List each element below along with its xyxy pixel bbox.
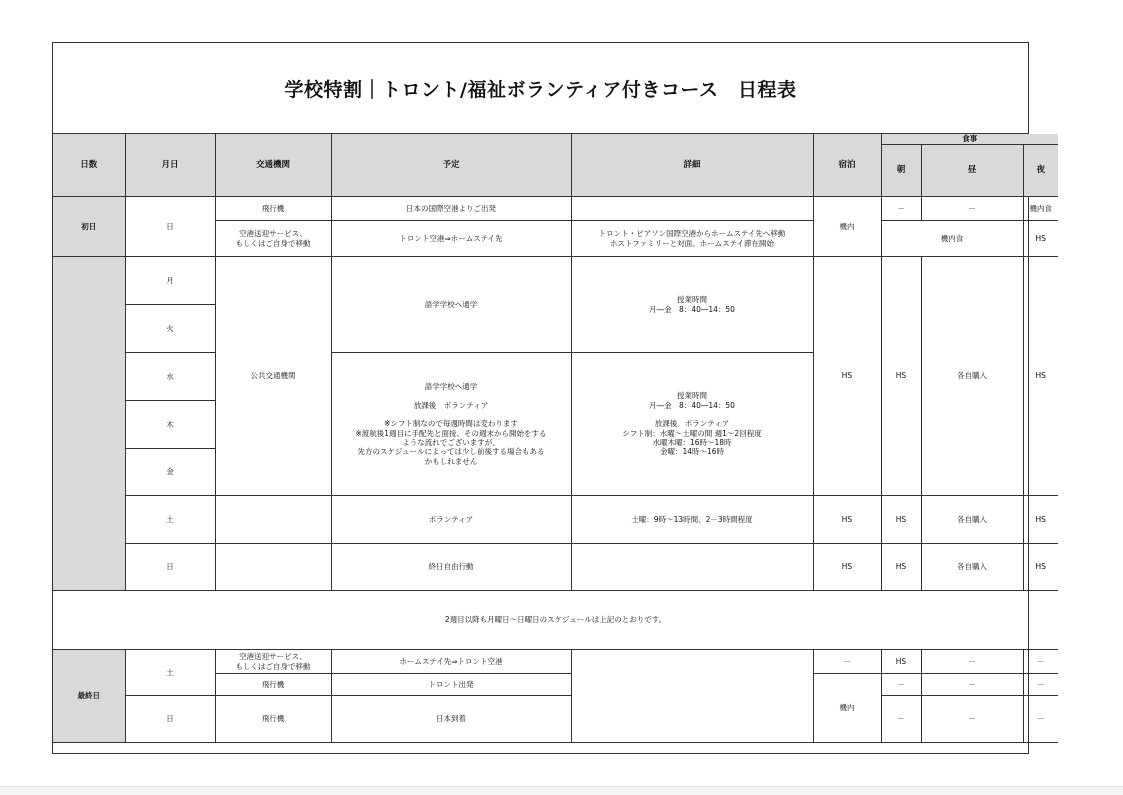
day1-details-2: トロント・ピアソン国際空港からホームステイ先へ移動 ホストファミリーと対面。ホームステイ滞在開始 bbox=[571, 221, 813, 257]
last-dinner-1: － bbox=[1023, 650, 1058, 674]
header-days: 日数 bbox=[53, 134, 125, 197]
header-lodging: 宿泊 bbox=[813, 134, 881, 197]
last-dinner-2: － bbox=[1023, 674, 1058, 696]
last-breakfast-2: － bbox=[881, 674, 921, 696]
week-date-mon: 月 bbox=[125, 257, 215, 305]
last-label: 最終日 bbox=[53, 650, 125, 743]
last-dinner-3: － bbox=[1023, 696, 1058, 743]
week-details-sat: 土曜：9時～13時間、2－3時間程度 bbox=[571, 496, 813, 544]
last-breakfast-1: HS bbox=[881, 650, 921, 674]
header-meals: 食事 bbox=[881, 134, 1058, 145]
day1-dinner-1: 機内食 bbox=[1023, 197, 1058, 221]
week-lunch-sun: 各自購入 bbox=[921, 544, 1023, 591]
day1-details-1 bbox=[571, 197, 813, 221]
week-date-fri: 金 bbox=[125, 449, 215, 496]
schedule-page bbox=[52, 42, 1052, 754]
day1-transport-1: 飛行機 bbox=[215, 197, 331, 221]
header-breakfast: 朝 bbox=[881, 145, 921, 197]
title-box bbox=[53, 43, 1028, 134]
week-plan-sun: 終日自由行動 bbox=[331, 544, 571, 591]
day1-lunch-1: － bbox=[921, 197, 1023, 221]
week-date-wed: 水 bbox=[125, 353, 215, 401]
week-lodging-sat: HS bbox=[813, 496, 881, 544]
last-breakfast-3: － bbox=[881, 696, 921, 743]
day1-meal-2: 機内食 bbox=[881, 221, 1023, 257]
last-lodging-1: － bbox=[813, 650, 881, 674]
week-breakfast-sun: HS bbox=[881, 544, 921, 591]
week-lodging-sun: HS bbox=[813, 544, 881, 591]
day1-plan-2: トロント空港⇒ホームステイ先 bbox=[331, 221, 571, 257]
last-plan-2: トロント出発 bbox=[331, 674, 571, 696]
day1-lodging: 機内 bbox=[813, 197, 881, 257]
week-plan-wed-fri: 語学学校へ通学 放課後 ボランティア ※シフト制なので毎週時間は変わります ※渡航後1週目に手配先と面接、その週末から開始をする ような流れでございますが、 先方のスケジュールによっては少し前後する場合もある かもしれません bbox=[331, 353, 571, 496]
week-plan-sat: ボランティア bbox=[331, 496, 571, 544]
week-dinner-sat: HS bbox=[1023, 496, 1058, 544]
header-details: 詳細 bbox=[571, 134, 813, 197]
day1-date: 日 bbox=[125, 197, 215, 257]
week-transport-sun bbox=[215, 544, 331, 591]
last-date-sun: 日 bbox=[125, 696, 215, 743]
schedule-note: 2週目以降も月曜日～日曜日のスケジュールは上記のとおりです。 bbox=[53, 591, 1058, 650]
last-plan-3: 日本到着 bbox=[331, 696, 571, 743]
week-breakfast: HS bbox=[881, 257, 921, 496]
last-date-sat: 土 bbox=[125, 650, 215, 696]
last-details bbox=[571, 650, 813, 743]
week-details-mon-tue: 授業時間 月―金 8：40―14：50 bbox=[571, 257, 813, 353]
day1-plan-1: 日本の国際空港よりご出発 bbox=[331, 197, 571, 221]
last-lunch-1: － bbox=[921, 650, 1023, 674]
week-days-label bbox=[53, 257, 125, 591]
week-lunch-sat: 各自購入 bbox=[921, 496, 1023, 544]
day1-transport-2: 空港送迎サービス、 もしくはご自身で移動 bbox=[215, 221, 331, 257]
week-details-wed-fri: 授業時間 月―金 8：40―14：50 放課後 ボランティア シフト制：水曜～土曜の間 週1～2回程度 水曜木曜：16時～18時 金曜：14時～16時 bbox=[571, 353, 813, 496]
week-lodging: HS bbox=[813, 257, 881, 496]
schedule-table bbox=[53, 134, 1058, 743]
week-dinner-sun: HS bbox=[1023, 544, 1058, 591]
week-dinner: HS bbox=[1023, 257, 1058, 496]
week-date-sun: 日 bbox=[125, 544, 215, 591]
last-transport-3: 飛行機 bbox=[215, 696, 331, 743]
header-lunch: 昼 bbox=[921, 145, 1023, 197]
last-plan-1: ホームステイ先⇒トロント空港 bbox=[331, 650, 571, 674]
week-transport-sat bbox=[215, 496, 331, 544]
header-plan: 予定 bbox=[331, 134, 571, 197]
week-date-tue: 火 bbox=[125, 305, 215, 353]
week-date-sat: 土 bbox=[125, 496, 215, 544]
header-transport: 交通機関 bbox=[215, 134, 331, 197]
page-title: 学校特割｜トロント/福祉ボランティア付きコース 日程表 bbox=[284, 78, 797, 101]
week-plan-mon-tue: 語学学校へ通学 bbox=[331, 257, 571, 353]
day1-label: 初日 bbox=[53, 197, 125, 257]
day1-dinner-2: HS bbox=[1023, 221, 1058, 257]
week-date-thu: 木 bbox=[125, 401, 215, 449]
last-lunch-3: － bbox=[921, 696, 1023, 743]
last-lunch-2: － bbox=[921, 674, 1023, 696]
last-lodging-2-3: 機内 bbox=[813, 674, 881, 743]
header-date: 月日 bbox=[125, 134, 215, 197]
week-breakfast-sat: HS bbox=[881, 496, 921, 544]
last-transport-1: 空港送迎サービス、 もしくはご自身で移動 bbox=[215, 650, 331, 674]
day1-breakfast-1: － bbox=[881, 197, 921, 221]
last-transport-2: 飛行機 bbox=[215, 674, 331, 696]
week-details-sun bbox=[571, 544, 813, 591]
header-dinner: 夜 bbox=[1023, 145, 1058, 197]
week-lunch: 各自購入 bbox=[921, 257, 1023, 496]
week-transport: 公共交通機関 bbox=[215, 257, 331, 496]
